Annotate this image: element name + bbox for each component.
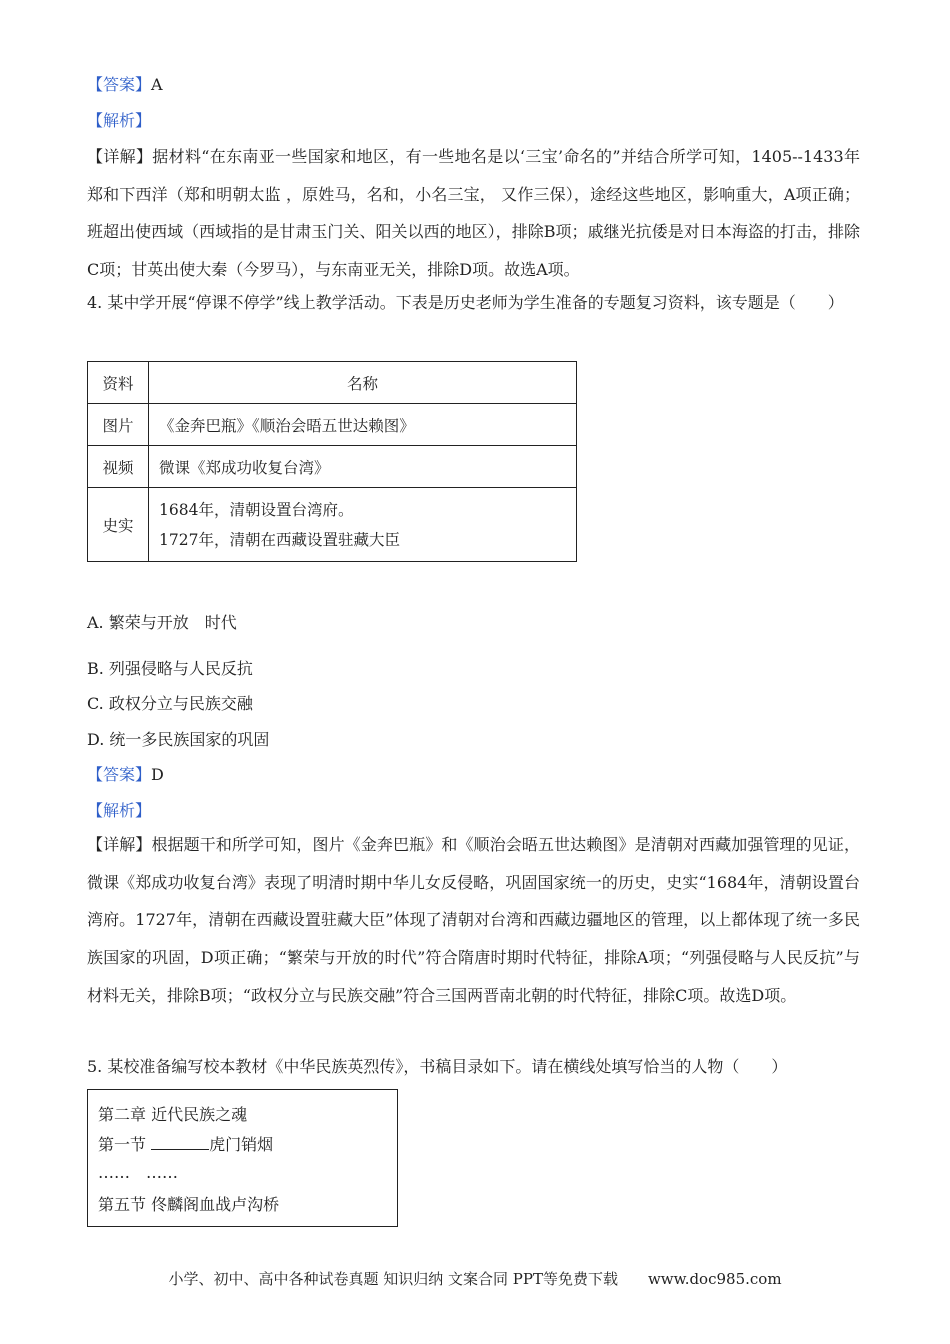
q4-question-text: 4. 某中学开展“停课不停学”线上教学活动。下表是历史老师为学生准备的专题复习资料，该专题是（ ） [87,293,844,312]
q4-option-c: C. 政权分立与民族交融 [87,694,253,713]
table-cell-type: 视频 [88,446,149,488]
table-cell-name: 微课《郑成功收复台湾》 [149,446,577,488]
q3-analysis-tag: 【解析】 [87,111,152,130]
toc-ellipsis: …… …… [98,1163,179,1182]
q4-answer-value: D [151,765,164,784]
q5-toc-box [87,1089,398,1227]
table-cell-facts [149,488,577,562]
q3-detail-tag: 【详解】 [87,147,153,166]
toc-section-1-prefix: 第一节 [98,1135,152,1154]
q4-option-b: B. 列强侵略与人民反抗 [87,659,253,678]
q4-detail-tag: 【详解】 [87,835,152,854]
q4-option-d: D. 统一多民族国家的巩固 [87,730,270,749]
q4-detail-paragraph [87,826,860,1015]
table-header-type: 资料 [88,362,149,404]
table-header-name: 名称 [149,362,577,404]
q4-answer-tag: 【答案】 [87,765,152,784]
q4-analysis-line [87,800,151,822]
table-header-row [88,362,577,404]
q5-question: 5. 某校准备编写校本教材《中华民族英烈传》，书稿目录如下。请在横线处填写恰当的人物（ ） [87,1057,788,1076]
q4-option-a: A. 繁荣与开放 时代 [87,613,237,632]
q4-question [87,285,860,321]
table-cell-type: 图片 [88,404,149,446]
q4-review-table [87,361,577,562]
q3-detail-paragraph [87,138,860,289]
page-footer: 小学、初中、高中各种试卷真题 知识归纳 文案合同 PPT等免费下载 www.doc985.com [168,1270,782,1288]
toc-section-1-suffix: 虎门销烟 [209,1135,274,1154]
q4-analysis-tag: 【解析】 [87,801,152,820]
toc-chapter: 第二章 近代民族之魂 [98,1105,248,1124]
table-row [88,488,577,562]
table-cell-type: 史实 [88,488,149,562]
q3-answer-line [87,74,163,96]
q4-answer-line [87,764,164,786]
q3-answer-value: A [151,75,163,94]
q3-answer-tag: 【答案】 [87,75,152,94]
table-row [88,404,577,446]
table-fact-2: 1727年，清朝在西藏设置驻藏大臣 [159,530,400,549]
toc-section-1 [98,1134,273,1156]
q3-analysis-line [87,110,151,132]
fill-in-blank [151,1134,209,1150]
table-cell-name: 《金奔巴瓶》《顺治会晤五世达赖图》 [149,404,577,446]
q3-detail-text: 据材料“在东南亚一些国家和地区，有一些地名是以‘三宝’命名的”并结合所学可知，1405--1433年郑和下西洋（郑和明朝太监 ，原姓马，名和，小名三宝， 又作三保），途经这些地区，影响重大，A项正确；班超出使西域（西域指的是甘肃玉门关、阳关以西的地区），排除B项；戚继光抗倭是对日本海盗的打击，排除C项；甘英出使大秦（今罗马），与东南亚无关，排除D项。故选A项。 [87,147,860,280]
toc-section-5: 第五节 佟麟阁血战卢沟桥 [98,1195,280,1214]
table-row [88,446,577,488]
q4-detail-text: 根据题干和所学可知，图片《金奔巴瓶》和《顺治会晤五世达赖图》是清朝对西藏加强管理的见证，微课《郑成功收复台湾》表现了明清时期中华儿女反侵略，巩固国家统一的历史，史实“1684年，清朝设置台湾府。1727年，清朝在西藏设置驻藏大臣”体现了清朝对台湾和西藏边疆地区的管理，以上都体现了统一多民族国家的巩固，D项正确；“繁荣与开放的时代”符合隋唐时期时代特征，排除A项；“列强侵略与人民反抗”与材料无关，排除B项；“政权分立与民族交融”符合三国两晋南北朝的时代特征，排除C项。故选D项。 [87,835,860,1005]
table-fact-1: 1684年，清朝设置台湾府。 [159,500,354,519]
